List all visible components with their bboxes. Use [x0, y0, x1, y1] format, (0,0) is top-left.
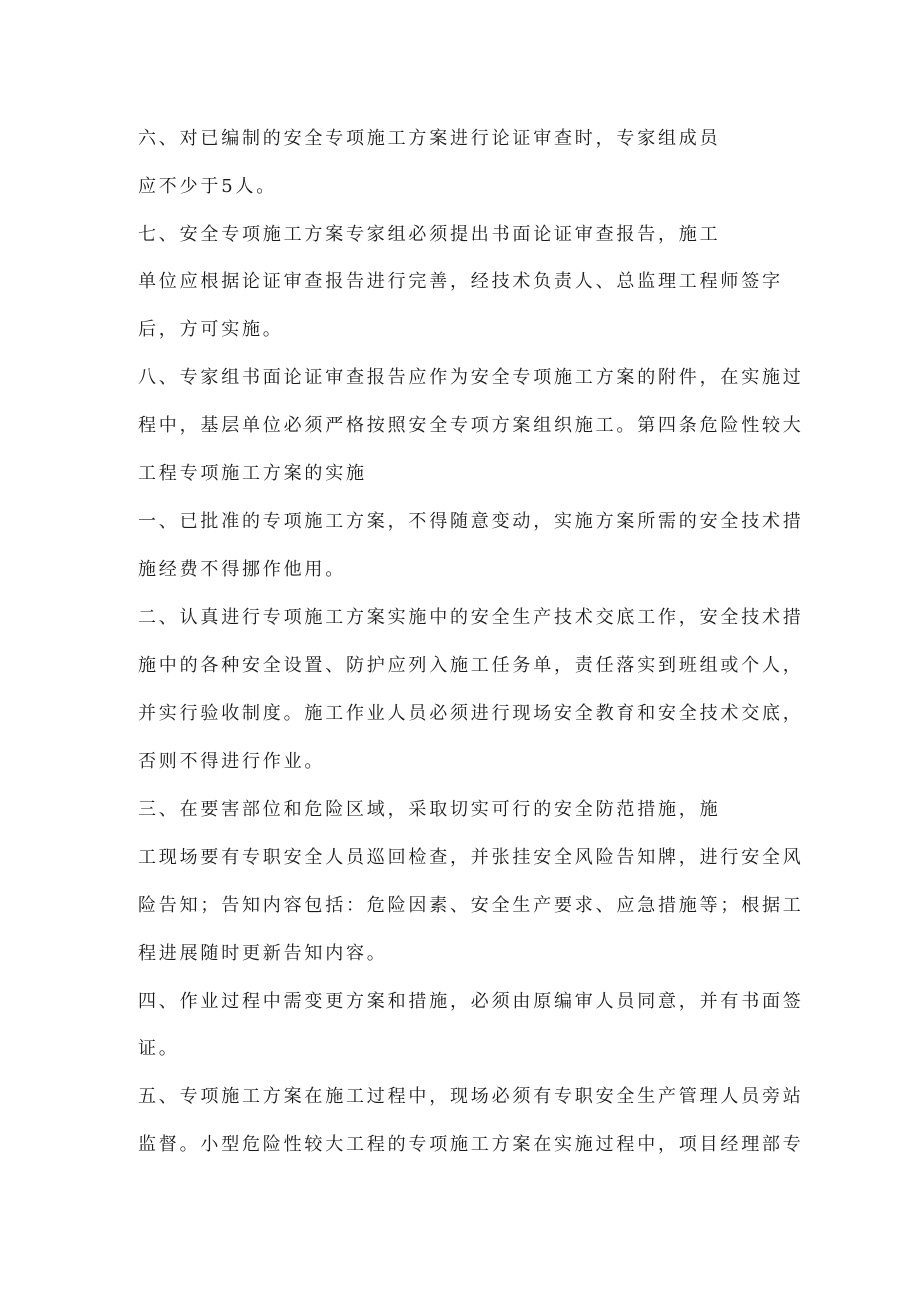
text-line: 否则不得进行作业。 — [138, 751, 326, 772]
text-line: 应不少于5人。 — [138, 176, 278, 197]
text-line: 程进展随时更新告知内容。 — [138, 943, 388, 964]
text-line: 程中，基层单位必须严格按照安全专项方案组织施工。第四条危险性较大 — [138, 415, 804, 436]
text-line: 监督。小型危险性较大工程的专项施工方案在实施过程中，项目经理部专 — [138, 1134, 804, 1155]
text-line: 工程专项施工方案的实施 — [138, 463, 367, 484]
text-line: 险告知；告知内容包括：危险因素、安全生产要求、应急措施等；根据工 — [138, 895, 804, 916]
text-line: 施中的各种安全设置、防护应列入施工任务单，责任落实到班组或个人， — [138, 655, 804, 676]
text-line: 七、安全专项施工方案专家组必须提出书面论证审查报告，施工 — [138, 224, 721, 245]
text-line: 八、专家组书面论证审查报告应作为安全专项施工方案的附件，在实施过 — [138, 367, 804, 388]
text-line: 六、对已编制的安全专项施工方案进行论证审查时，专家组成员 — [138, 128, 721, 149]
text-line: 单位应根据论证审查报告进行完善，经技术负责人、总监理工程师签字 — [138, 271, 783, 292]
text-line: 工现场要有专职安全人员巡回检查，并张挂安全风险告知牌，进行安全风 — [138, 847, 804, 868]
text-line: 一、已批准的专项施工方案，不得随意变动，实施方案所需的安全技术措 — [138, 511, 804, 532]
text-line: 四、作业过程中需变更方案和措施，必须由原编审人员同意，并有书面签 — [138, 991, 804, 1012]
text-line: 施经费不得挪作他用。 — [138, 559, 346, 580]
text-line: 证。 — [138, 1038, 180, 1059]
text-line: 后，方可实施。 — [138, 319, 284, 340]
text-line: 三、在要害部位和危险区域，采取切实可行的安全防范措施，施 — [138, 799, 721, 820]
text-line: 二、认真进行专项施工方案实施中的安全生产技术交底工作，安全技术措 — [138, 607, 804, 628]
text-line: 五、专项施工方案在施工过程中，现场必须有专职安全生产管理人员旁站 — [138, 1086, 804, 1107]
text-line: 并实行验收制度。施工作业人员必须进行现场安全教育和安全技术交底， — [138, 703, 804, 724]
